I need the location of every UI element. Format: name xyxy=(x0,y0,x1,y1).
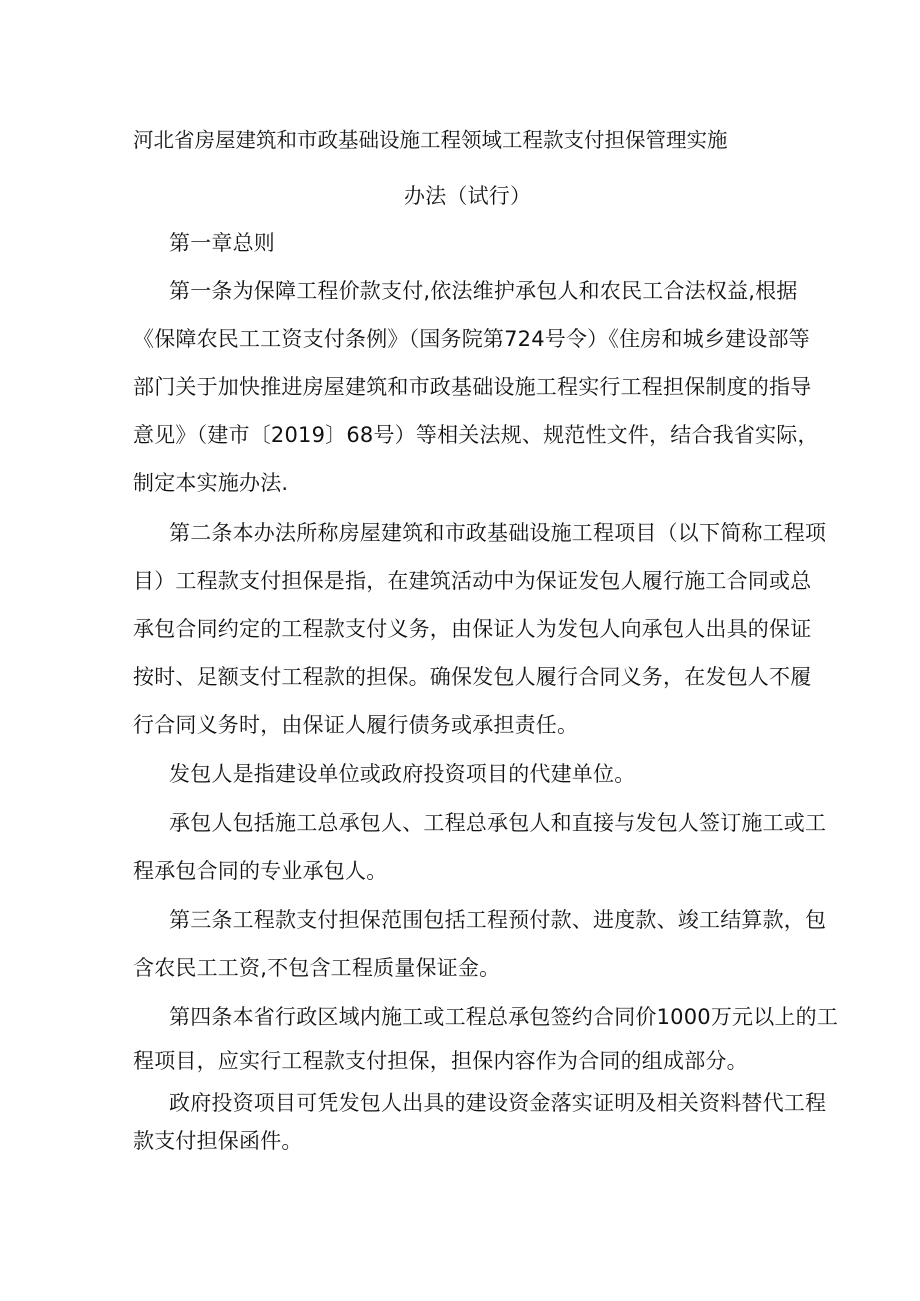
article-2-line: 承包合同约定的工程款支付义务，由保证人为发包人向承包人出具的保证 xyxy=(133,617,812,641)
article-1-line: 制定本实施办法. xyxy=(133,471,289,495)
article-3-line: 第三条工程款支付担保范围包括工程预付款、进度款、竣工结算款，包 xyxy=(169,908,827,932)
article-1-line: 《保障农民工工资支付条例》（国务院第724号令）《住房和城乡建设部等 xyxy=(133,327,810,351)
article-4-line: 第四条本省行政区域内施工或工程总承包签约合同价1000万元以上的工 xyxy=(169,1005,839,1029)
chapter-heading: 第一章总则 xyxy=(169,231,275,255)
article-1-line: 意见》（建市〔2019〕68号）等相关法规、规范性文件，结合我省实际， xyxy=(133,423,819,447)
article-1-line: 部门关于加快推进房屋建筑和市政基础设施工程实行工程担保制度的指导 xyxy=(133,375,812,399)
employer-definition: 发包人是指建设单位或政府投资项目的代建单位。 xyxy=(169,762,636,786)
gov-projects-line: 款支付担保函件。 xyxy=(133,1129,303,1153)
article-2-line: 按时、足额支付工程款的担保。确保发包人履行合同义务，在发包人不履 xyxy=(133,665,812,689)
article-3-line: 含农民工工资,不包含工程质量保证金。 xyxy=(133,956,501,980)
article-2-line: 行合同义务时，由保证人履行债务或承担责任。 xyxy=(133,713,579,737)
contractor-definition-line: 承包人包括施工总承包人、工程总承包人和直接与发包人签订施工或工 xyxy=(169,811,827,835)
article-2-line: 目）工程款支付担保是指，在建筑活动中为保证发包人履行施工合同或总 xyxy=(133,569,812,593)
article-2-line: 第二条本办法所称房屋建筑和市政基础设施工程项目（以下简称工程项 xyxy=(169,521,827,545)
article-4-line: 程项目，应实行工程款支付担保，担保内容作为合同的组成部分。 xyxy=(133,1049,748,1073)
contractor-definition-line: 程承包合同的专业承包人。 xyxy=(133,859,388,883)
document-title-line-2: 办法（试行） xyxy=(404,184,532,208)
gov-projects-line: 政府投资项目可凭发包人出具的建设资金落实证明及相关资料替代工程 xyxy=(169,1091,827,1115)
article-1-line: 第一条为保障工程价款支付,依法维护承包人和农民工合法权益,根据 xyxy=(169,279,798,303)
document-title-line-1: 河北省房屋建筑和市政基础设施工程领域工程款支付担保管理实施 xyxy=(133,128,728,152)
